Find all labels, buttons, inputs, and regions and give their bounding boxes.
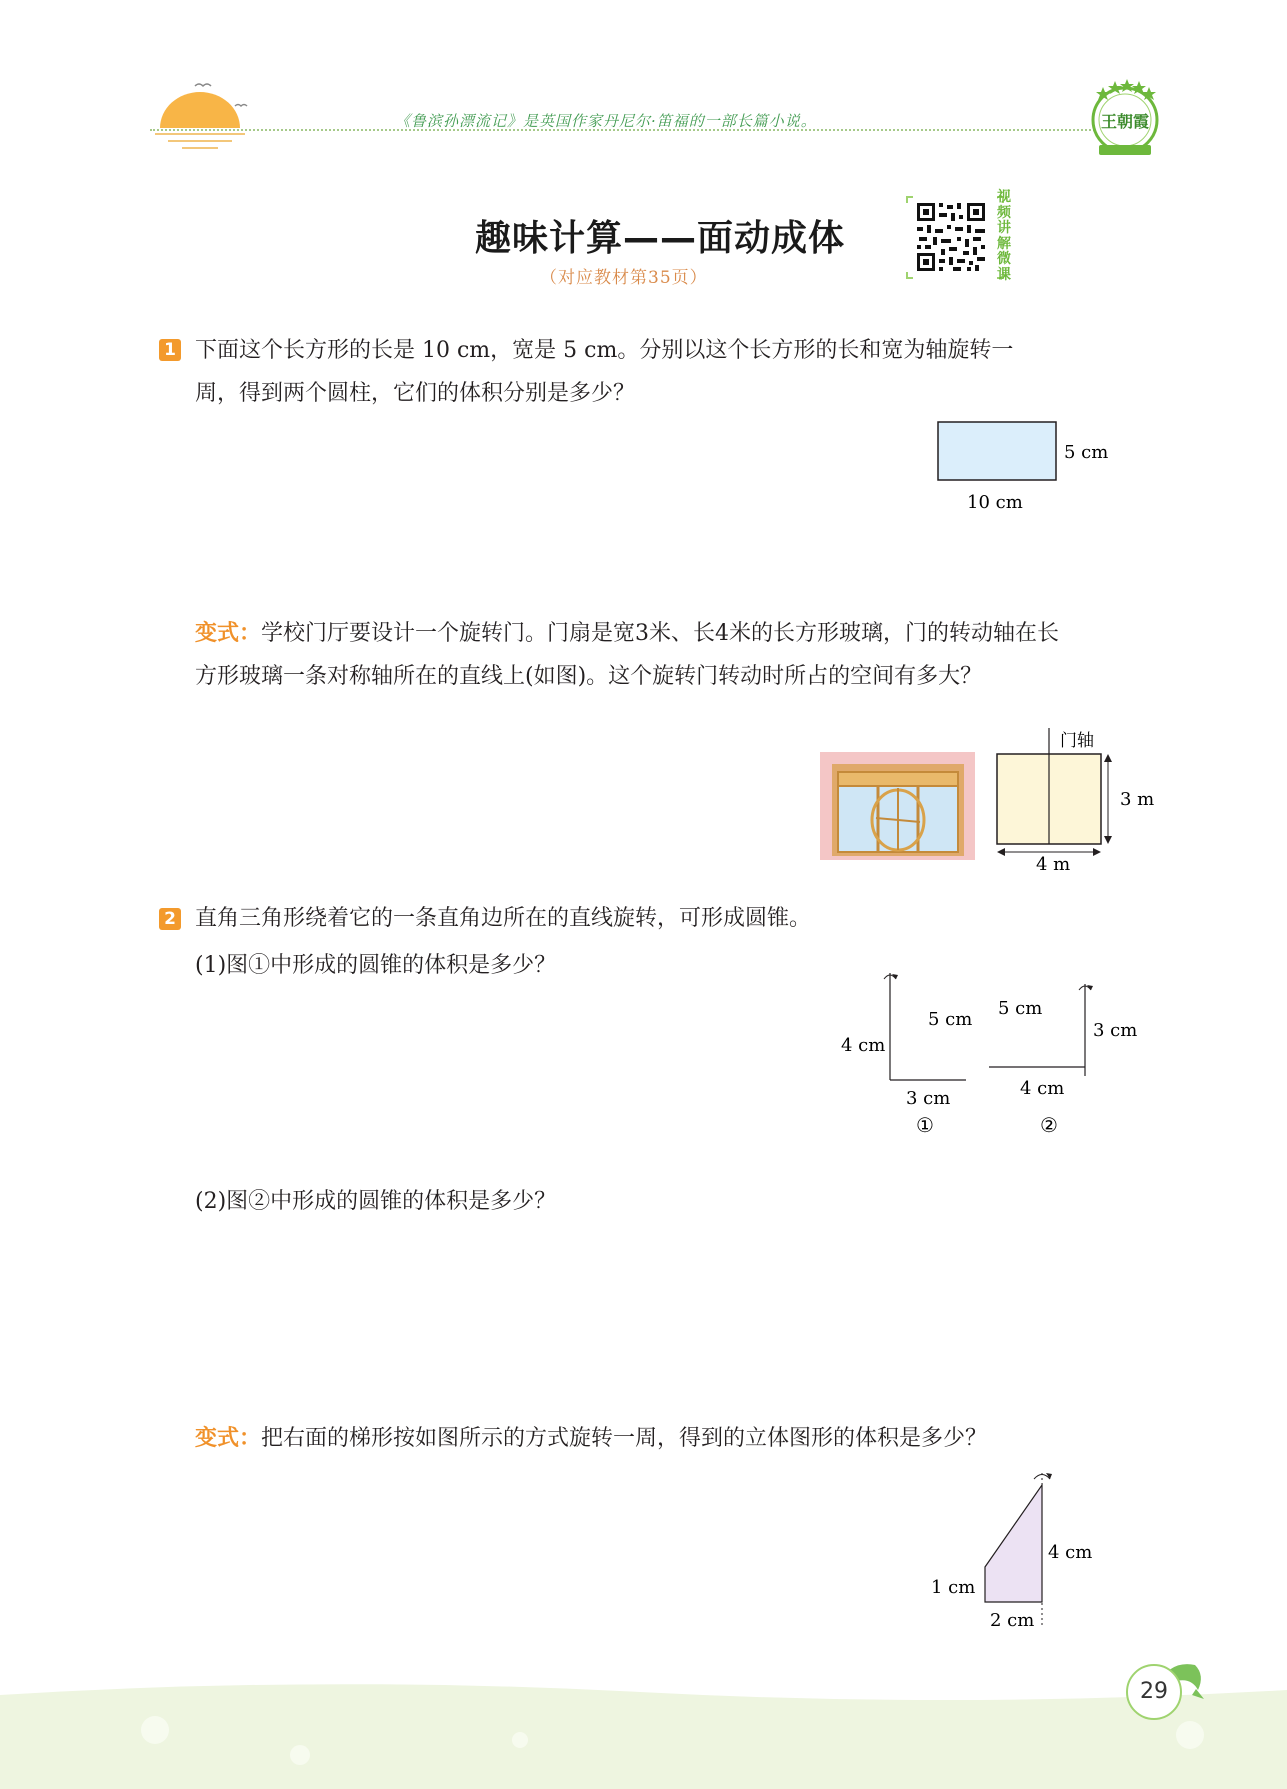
- page-title: 趣味计算——面动成体: [474, 218, 845, 259]
- trap-right-label: 4 cm: [1048, 1542, 1093, 1563]
- q2-variant-line: 把右面的梯形按如图所示的方式旋转一周，得到的立体图形的体积是多少？: [261, 1426, 988, 1451]
- fig1-vertical-label: 4 cm: [841, 1035, 886, 1056]
- rect-height-label: 5 cm: [1064, 442, 1109, 463]
- q2-intro: 直角三角形绕着它的一条直角边所在的直线旋转，可形成圆锥。: [195, 906, 812, 931]
- header-quote: 《鲁滨孙漂流记》是英国作家丹尼尔·笛福的一部长篇小说。: [395, 112, 817, 130]
- question-number-badge: 1: [159, 339, 181, 361]
- q1-variant-line2: 方形玻璃一条对称轴所在的直线上(如图)。这个旋转门转动时所占的空间有多大？: [195, 664, 983, 689]
- trapezoid-figure: [928, 1465, 1108, 1635]
- variant-label: 变式：: [195, 621, 262, 646]
- q1-rectangle-figure: [930, 418, 1120, 518]
- q2-part2: (2)图②中形成的圆锥的体积是多少？: [195, 1189, 557, 1214]
- door-panel-figure: [990, 724, 1155, 875]
- footer-background: [0, 1680, 1287, 1789]
- triangle-figure-2: [982, 980, 1142, 1140]
- q2-part1: (1)图①中形成的圆锥的体积是多少？: [195, 953, 557, 978]
- fig1-base-label: 3 cm: [906, 1088, 951, 1109]
- fig2-base-label: 4 cm: [1020, 1078, 1065, 1099]
- trap-base-label: 2 cm: [990, 1610, 1035, 1631]
- variant-label: 变式：: [195, 1426, 262, 1451]
- q1-variant-text: [195, 612, 1205, 698]
- rect-width-label: 10 cm: [967, 492, 1023, 513]
- trapezoid-shape: [985, 1485, 1042, 1602]
- page-number: 29: [1126, 1664, 1182, 1720]
- fig1-hyp-label: 5 cm: [928, 1009, 973, 1030]
- q1-text: [195, 329, 1195, 415]
- question-number-badge: 2: [159, 908, 181, 930]
- brand-logo: [1085, 75, 1165, 165]
- revolving-door-illustration: [818, 722, 978, 862]
- axis-label: 门轴: [1060, 731, 1094, 751]
- fig2-mark: ②: [1040, 1113, 1058, 1137]
- q1-variant-line1: 学校门厅要设计一个旋转门。门扇是宽3米、长4米的长方形玻璃，门的转动轴在长: [261, 621, 1060, 646]
- door-height-label: 3 m: [1120, 789, 1155, 810]
- q1-line2: 周，得到两个圆柱，它们的体积分别是多少？: [195, 381, 636, 406]
- door-width-label: 4 m: [1036, 854, 1071, 875]
- page-subtitle: （对应教材第35页）: [540, 268, 708, 288]
- fig1-mark: ①: [916, 1113, 934, 1137]
- qr-video-label: 视 频 讲 解 微 课: [997, 189, 1011, 283]
- trap-left-label: 1 cm: [931, 1577, 976, 1598]
- fig2-vertical-label: 3 cm: [1093, 1020, 1138, 1041]
- q2-variant-text: [195, 1417, 987, 1460]
- logo-text: 王朝霞: [1100, 112, 1150, 131]
- triangle-figure-1: [838, 965, 988, 1140]
- fig2-hyp-label: 5 cm: [998, 998, 1043, 1019]
- sunset-illustration: [150, 78, 250, 158]
- qr-code[interactable]: [905, 195, 1005, 280]
- rectangle-shape: [938, 422, 1056, 480]
- q1-line1: 下面这个长方形的长是 10 cm，宽是 5 cm。分别以这个长方形的长和宽为轴旋转一: [195, 338, 1014, 363]
